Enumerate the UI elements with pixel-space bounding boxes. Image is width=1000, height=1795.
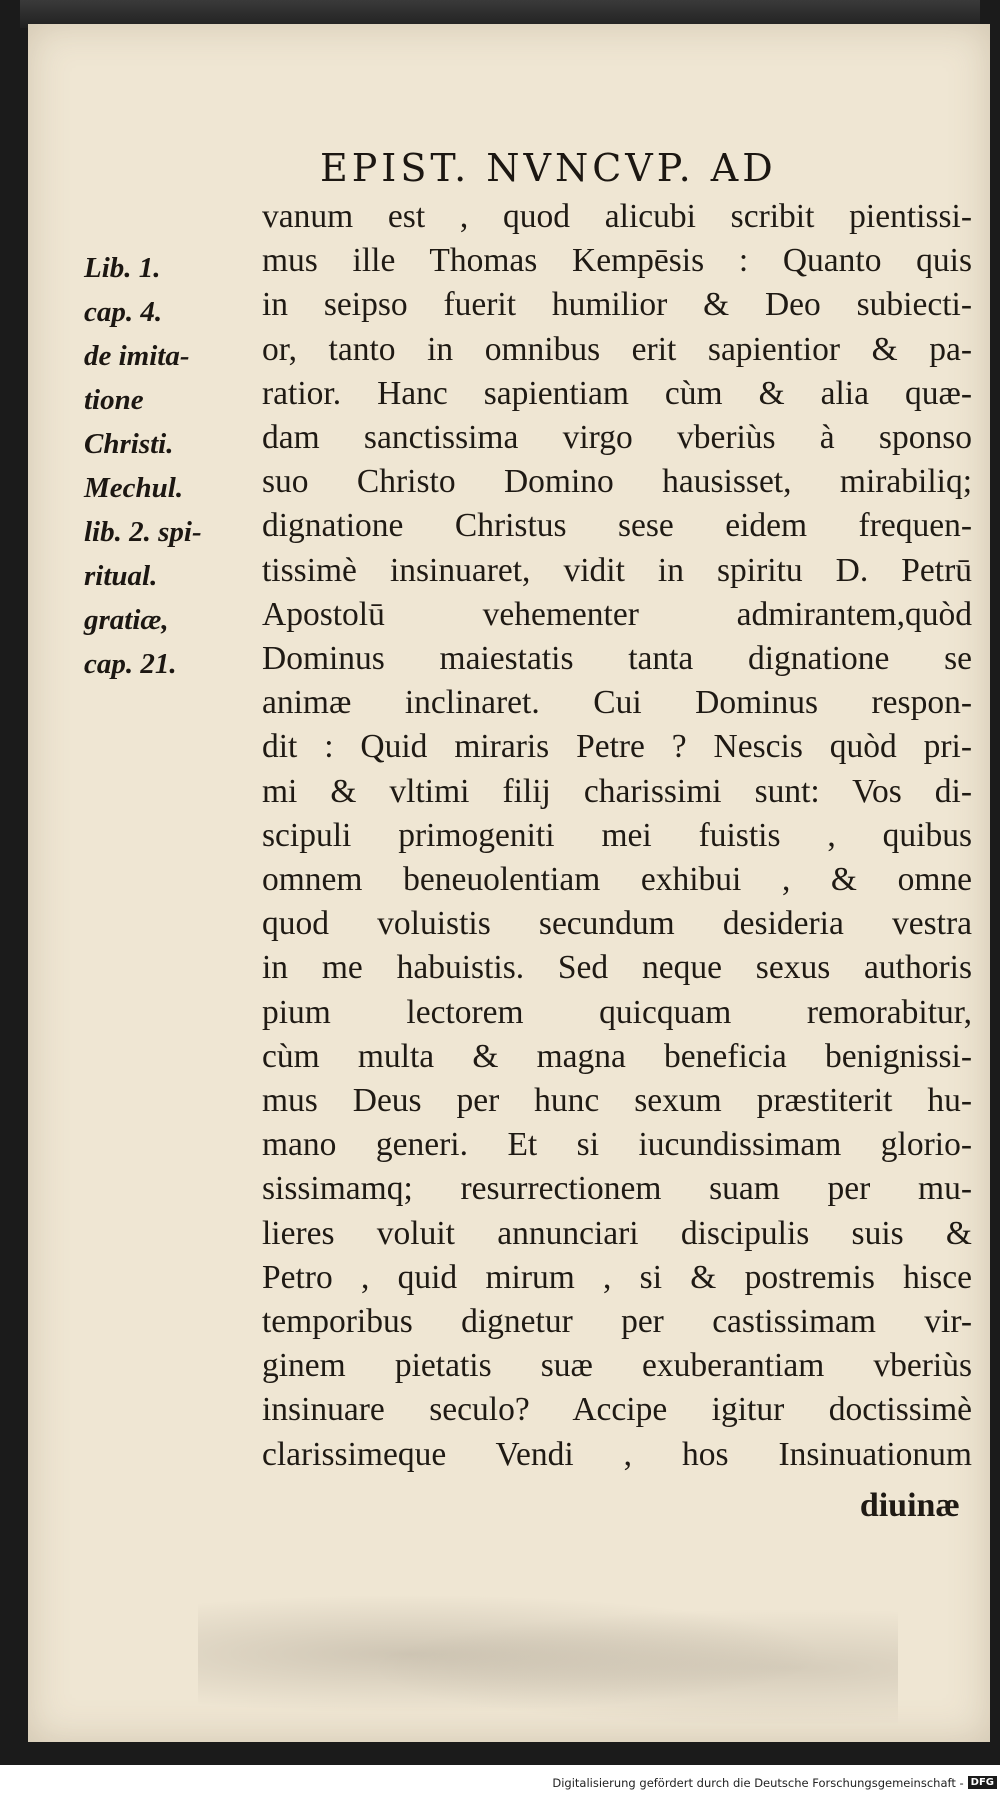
marginal-note-line: cap. 4. [84,296,163,328]
text-line: temporibus dignetur per castissimam vir- [262,1303,972,1341]
text-line: mano generi. Et si iucundissimam glorio- [262,1126,972,1164]
text-line: or, tanto in omnibus erit sapientior & pa- [262,330,972,368]
text-line: sissimamq; resurrectionem suam per mu- [262,1170,972,1208]
text-line: Dominus maiestatis tanta dignatione se [262,640,972,678]
text-line: suo Christo Domino hausisset, mirabiliq; [262,463,972,501]
text-line: animæ inclinaret. Cui Dominus respon- [262,684,972,722]
marginal-note-line: Mechul. [84,472,184,504]
running-header: EPIST. NVNCVP. AD [320,146,777,190]
text-line: dignatione Christus sese eidem frequen- [262,507,972,545]
body-text [262,195,972,1477]
text-line: Petro , quid mirum , si & postremis hisce [262,1258,972,1296]
text-line: quod voluistis secundum desideria vestra [262,905,972,943]
text-line: insinuare seculo? Accipe igitur doctissimè [262,1391,972,1429]
text-line: clarissimeque Vendi , hos Insinuationum [262,1435,972,1473]
marginal-note-line: cap. 21. [84,648,177,680]
text-line: mus ille Thomas Kempēsis : Quanto quis [262,242,972,280]
text-line: pium lectorem quicquam remorabitur, [262,993,972,1031]
digitization-credit [552,1770,1000,1795]
text-line: lieres voluit annunciari discipulis suis & [262,1214,972,1252]
page-stain [198,1584,898,1724]
text-line: omnem beneuolentiam exhibui , & omne [262,861,972,899]
marginal-note-line: gratiæ, [84,604,169,636]
text-line: dit : Quid miraris Petre ? Nescis quòd pri- [262,728,972,766]
marginal-note-line: Christi. [84,428,174,460]
marginal-note-line: de imita- [84,340,190,372]
catchword: diuinæ [859,1487,960,1524]
text-line: mus Deus per hunc sexum præstiterit hu- [262,1082,972,1120]
text-line: scipuli primogeniti mei fuistis , quibus [262,816,972,854]
text-line: ginem pietatis suæ exuberantiam vberiùs [262,1347,972,1385]
marginal-note-line: Lib. 1. [84,252,161,284]
marginal-notes [84,246,264,686]
text-line: mi & vltimi filij charissimi sunt: Vos di- [262,772,972,810]
text-line: tissimè insinuaret, vidit in spiritu D. Petrū [262,551,972,589]
text-line: Apostolū vehementer admirantem,quòd [262,595,972,633]
text-line: in seipso fuerit humilior & Deo subiecti- [262,286,972,324]
text-line: vanum est , quod alicubi scribit pientissi- [262,198,972,235]
marginal-note-line: lib. 2. spi- [84,516,202,548]
dfg-logo: DFG [968,1776,997,1789]
digitization-credit-text: Digitalisierung gefördert durch die Deutsche Forschungsgemeinschaft - [552,1775,964,1790]
text-line: cùm multa & magna beneficia benignissi- [262,1037,972,1075]
text-line: dam sanctissima virgo vberiùs à sponso [262,419,972,457]
text-line: ratior. Hanc sapientiam cùm & alia quæ- [262,374,972,412]
text-line: in me habuistis. Sed neque sexus authoris [262,949,972,987]
marginal-note-line: ritual. [84,560,158,592]
marginal-note-line: tione [84,384,144,416]
